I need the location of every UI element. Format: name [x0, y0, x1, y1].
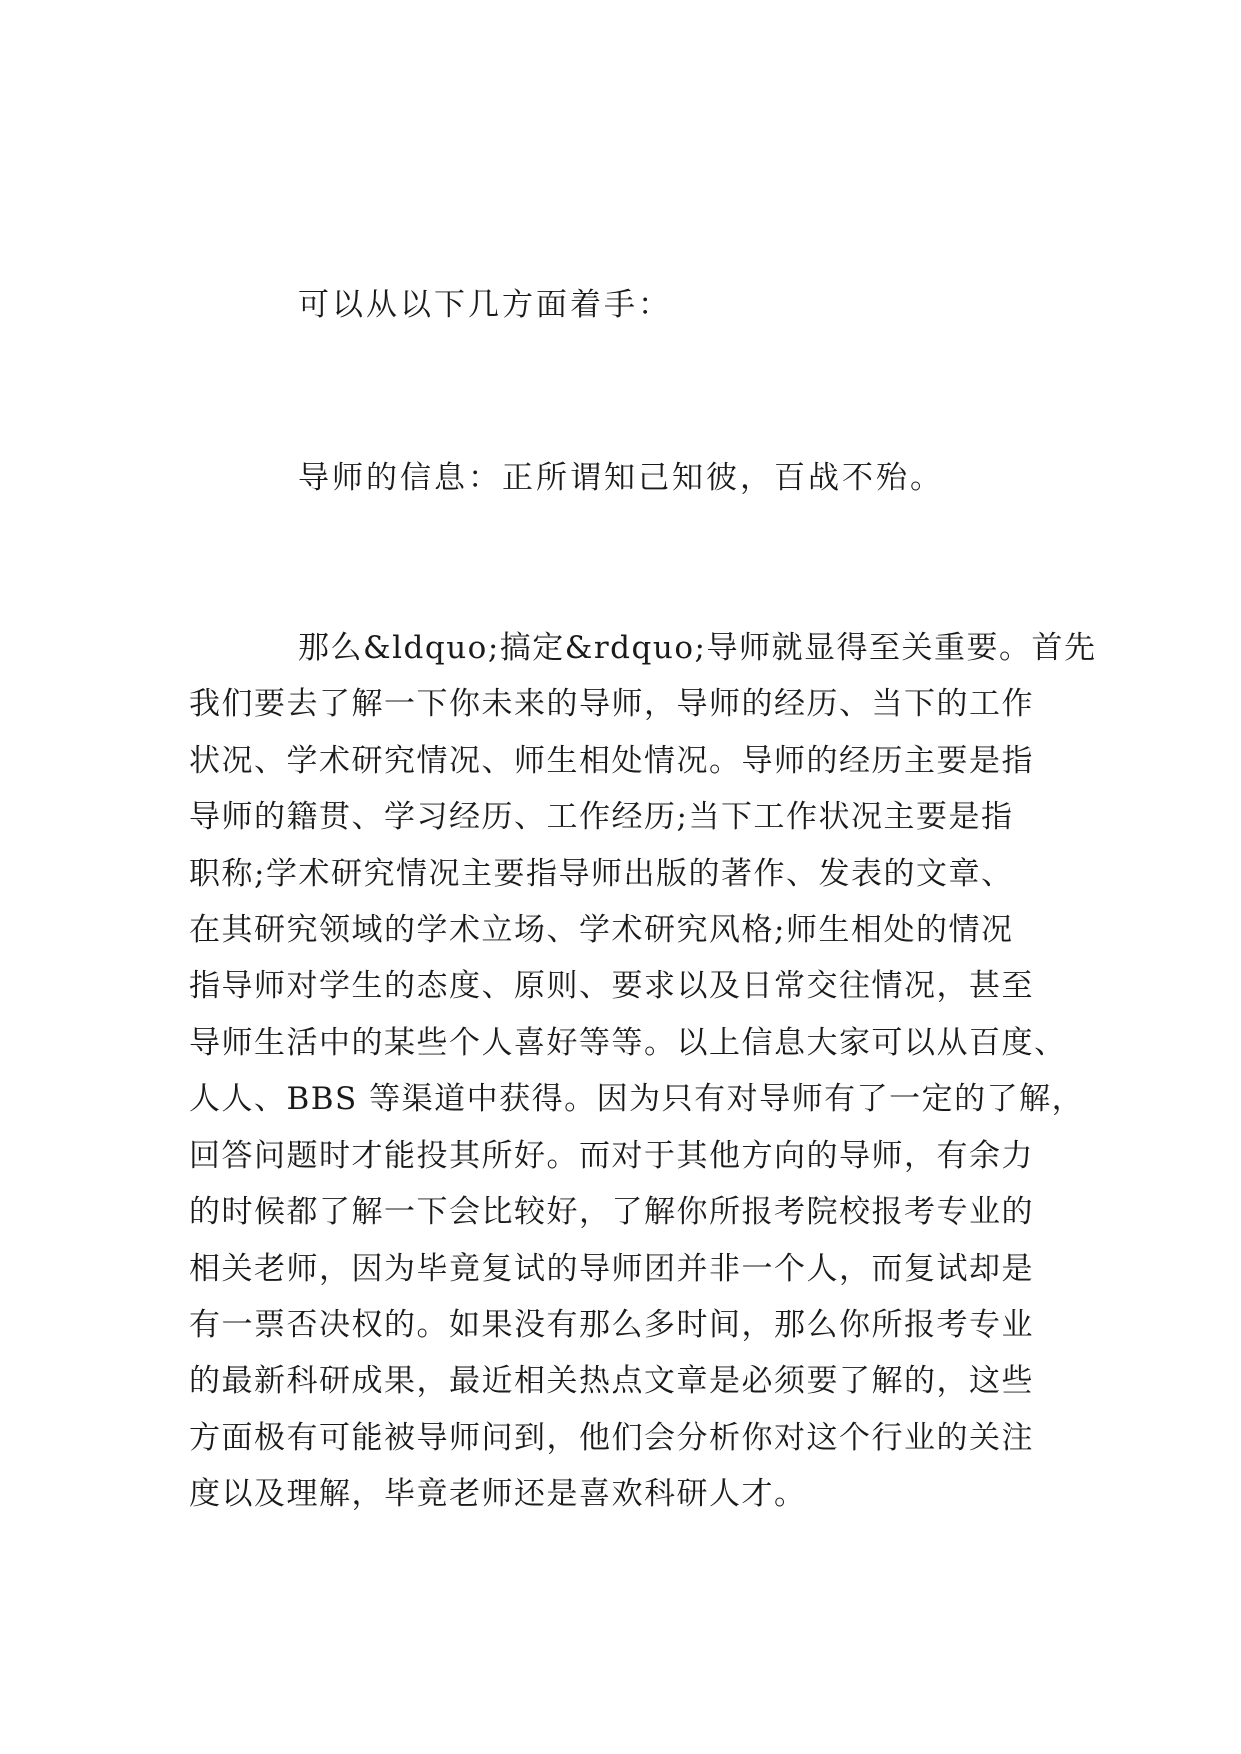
body-line: 人人、BBS 等渠道中获得。因为只有对导师有了一定的了解， — [189, 1081, 1085, 1117]
body-line: 指导师对学生的态度、原则、要求以及日常交往情况，甚至 — [189, 968, 1034, 1004]
body-line: 在其研究领域的学术立场、学术研究风格;师生相处的情况 — [189, 912, 1014, 948]
body-line: 那么&ldquo;搞定&rdquo;导师就显得至关重要。首先 — [298, 630, 1097, 666]
body-line: 有一票否决权的。如果没有那么多时间，那么你所报考专业 — [189, 1307, 1034, 1343]
body-line: 我们要去了解一下你未来的导师，导师的经历、当下的工作 — [189, 686, 1034, 722]
body-line: 的最新科研成果，最近相关热点文章是必须要了解的，这些 — [189, 1363, 1034, 1399]
body-line: 的时候都了解一下会比较好，了解你所报考院校报考专业的 — [189, 1194, 1034, 1230]
body-line: 职称;学术研究情况主要指导师出版的著作、发表的文章、 — [189, 856, 1014, 892]
section-heading: 导师的信息：正所谓知己知彼，百战不殆。 — [298, 460, 944, 496]
body-line: 导师的籍贯、学习经历、工作经历;当下工作状况主要是指 — [189, 799, 1014, 835]
body-line: 相关老师，因为毕竟复试的导师团并非一个人，而复试却是 — [189, 1251, 1034, 1287]
intro-paragraph: 可以从以下几方面着手： — [298, 287, 672, 323]
body-line: 回答问题时才能投其所好。而对于其他方向的导师，有余力 — [189, 1138, 1034, 1174]
body-line: 方面极有可能被导师问到，他们会分析你对这个行业的关注 — [189, 1420, 1034, 1456]
body-line: 度以及理解，毕竟老师还是喜欢科研人才。 — [189, 1476, 807, 1512]
body-line: 导师生活中的某些个人喜好等等。以上信息大家可以从百度、 — [189, 1025, 1067, 1061]
body-line: 状况、学术研究情况、师生相处情况。导师的经历主要是指 — [189, 743, 1034, 779]
